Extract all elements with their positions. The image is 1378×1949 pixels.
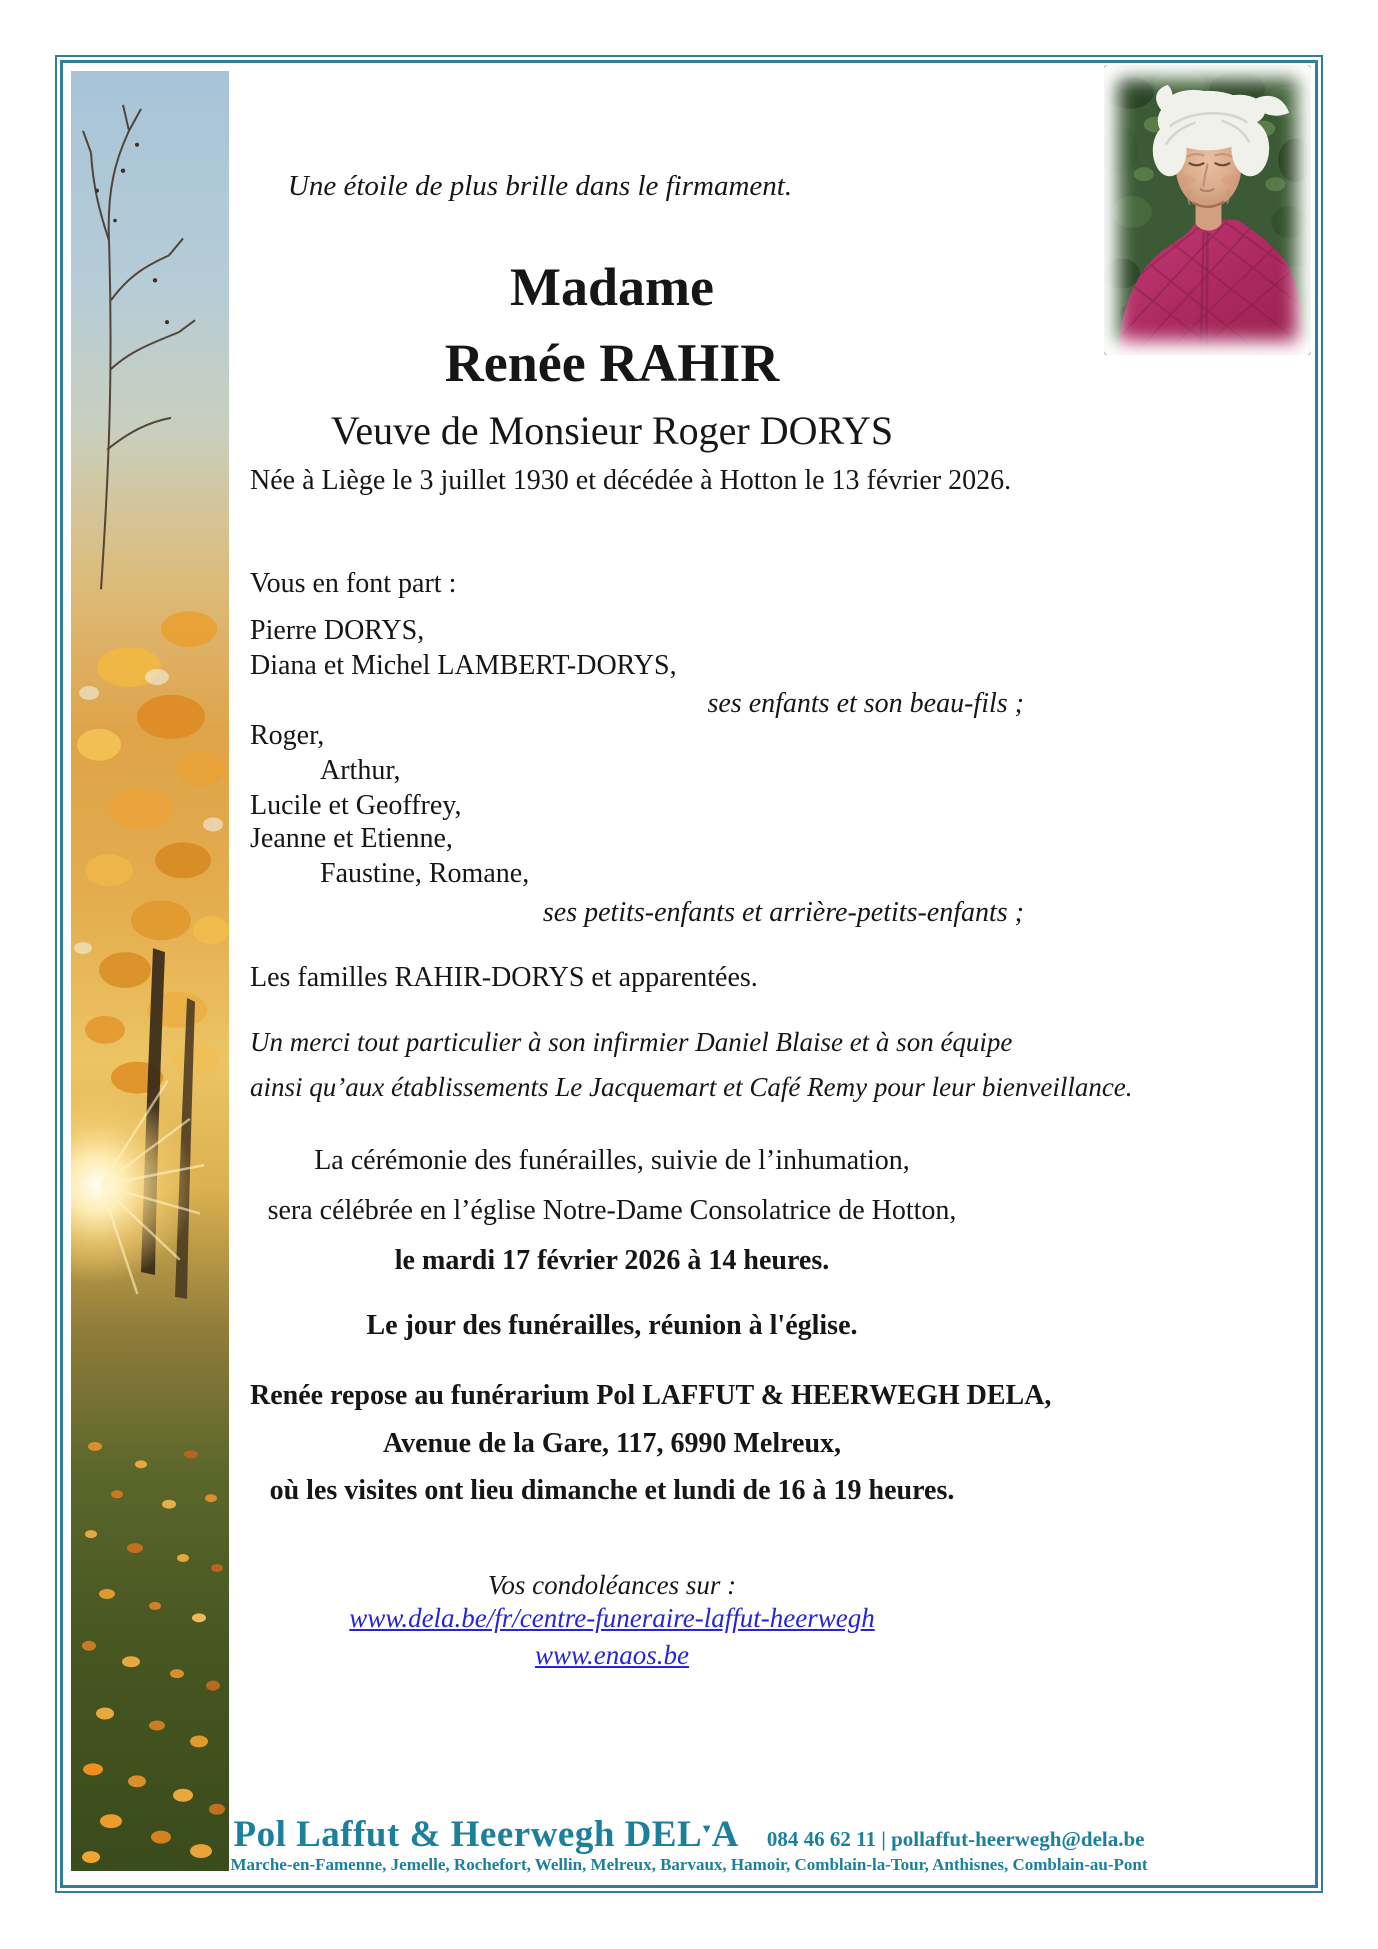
relation-grandchildren: ses petits-enfants et arrière-petits-enfants ; bbox=[542, 897, 1024, 928]
repose-line-1: Renée repose au funérarium Pol LAFFUT & HEERWEGH DELA, bbox=[250, 1380, 1052, 1411]
thanks-line-1: Un merci tout particulier à son infirmier Daniel Blaise et à son équipe bbox=[250, 1027, 1013, 1057]
family-member-grandchild-4: Jeanne et Etienne, bbox=[250, 823, 453, 854]
family-member-grandchild-5: Faustine, Romane, bbox=[320, 858, 530, 889]
relation-children: ses enfants et son beau-fils ; bbox=[707, 688, 1024, 719]
ceremony-line-2: sera célébrée en l’église Notre-Dame Consolatrice de Hotton, bbox=[267, 1195, 957, 1226]
footer-brand-suffix: A bbox=[711, 1814, 739, 1855]
repose-line-3: où les visites ont lieu dimanche et lundi de 16 à 19 heures. bbox=[269, 1475, 955, 1506]
portrait-photo bbox=[1104, 65, 1311, 355]
widow-line: Veuve de Monsieur Roger DORYS bbox=[330, 408, 894, 453]
autumn-trees-photo bbox=[71, 71, 229, 1871]
family-member-child-1: Pierre DORYS, bbox=[250, 615, 425, 646]
thanks-line-2: ainsi qu’aux établissements Le Jacquemart et Café Remy pour leur bienveillance. bbox=[250, 1072, 1133, 1102]
deceased-name: Renée RAHIR bbox=[444, 333, 780, 393]
announcement-intro: Vous en font part : bbox=[250, 568, 457, 599]
family-member-grandchild-3: Lucile et Geoffrey, bbox=[250, 790, 462, 821]
birth-death-line: Née à Liège le 3 juillet 1930 et décédée à Hotton le 13 février 2026. bbox=[250, 465, 1012, 496]
condolence-link-enaos-row bbox=[250, 1640, 974, 1672]
page-frame bbox=[55, 55, 1323, 1893]
footer-brand-prefix: Pol Laffut & Heerwegh DEL bbox=[233, 1814, 703, 1855]
epigraph: Une étoile de plus brille dans le firmament. bbox=[287, 170, 793, 202]
family-member-grandchild-1: Roger, bbox=[250, 720, 325, 751]
condolence-link-enaos[interactable]: www.enaos.be bbox=[535, 1640, 689, 1670]
repose-line-2: Avenue de la Gare, 117, 6990 Melreux, bbox=[382, 1428, 842, 1459]
dela-triangle-mark-icon: ▼ bbox=[700, 1820, 714, 1836]
page-frame-inner bbox=[60, 60, 1318, 1888]
footer-brand bbox=[233, 1813, 738, 1856]
footer-contact: 084 46 62 11 | pollaffut-heerwegh@dela.be bbox=[766, 1827, 1145, 1851]
families-line: Les familles RAHIR-DORYS et apparentées. bbox=[250, 962, 758, 993]
family-member-child-2: Diana et Michel LAMBERT-DORYS, bbox=[250, 650, 677, 681]
condolence-link-dela-row bbox=[250, 1603, 974, 1635]
footer-locations: Marche-en-Famenne, Jemelle, Rochefort, Wellin, Melreux, Barvaux, Hamoir, Comblain-la-Tour, Anthisnes, Comblain-au-Pont bbox=[230, 1855, 1148, 1874]
family-member-grandchild-2: Arthur, bbox=[320, 755, 401, 786]
footer-brand-line bbox=[63, 1813, 1315, 1856]
gathering-line: Le jour des funérailles, réunion à l'église. bbox=[366, 1310, 858, 1341]
ceremony-line-3: le mardi 17 février 2026 à 14 heures. bbox=[394, 1245, 830, 1276]
title-madame: Madame bbox=[510, 257, 714, 317]
condolences-label: Vos condoléances sur : bbox=[487, 1570, 737, 1600]
condolence-link-dela[interactable]: www.dela.be/fr/centre-funeraire-laffut-heerwegh bbox=[349, 1603, 875, 1633]
ceremony-line-1: La cérémonie des funérailles, suivie de l’inhumation, bbox=[314, 1145, 910, 1176]
